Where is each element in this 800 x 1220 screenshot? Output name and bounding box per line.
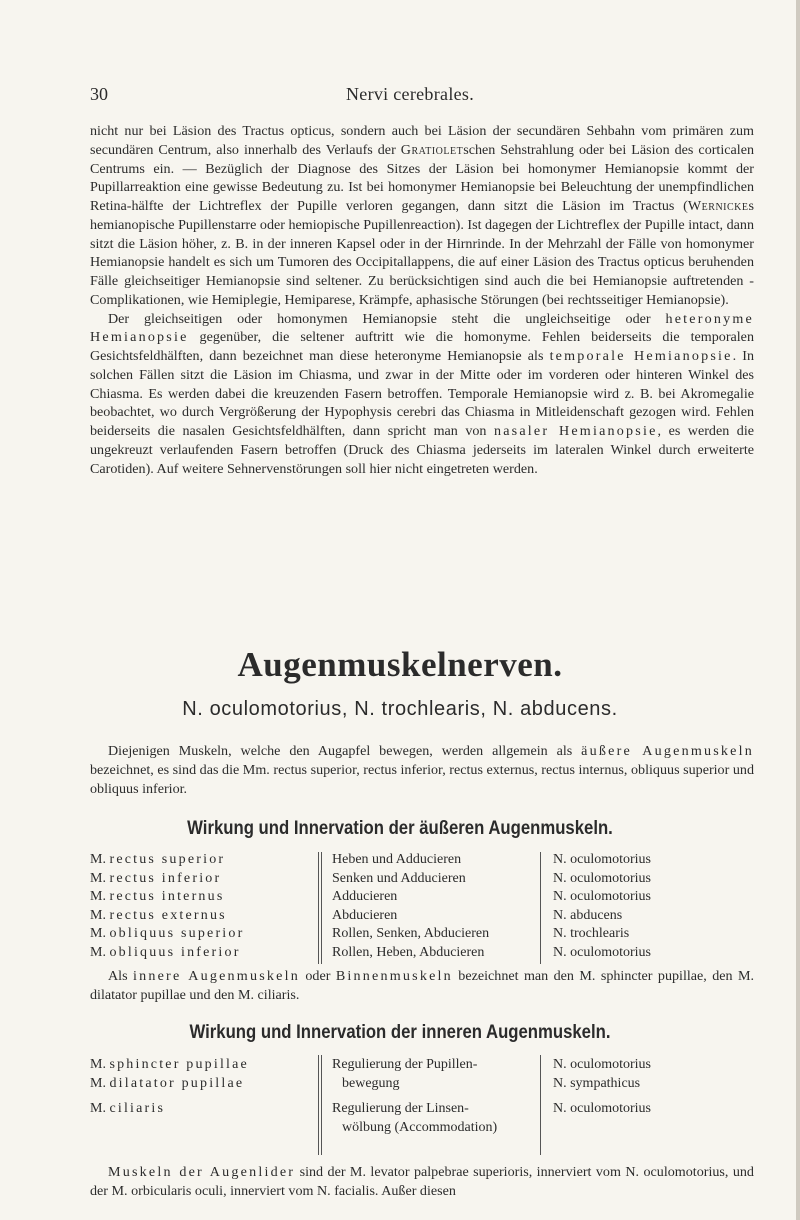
action-cell: bewegung	[342, 1076, 400, 1091]
spaced-term: äußere Augenmuskeln	[581, 743, 754, 759]
muscle-name: rectus externus	[109, 907, 227, 923]
action-cell: Heben und Adducieren	[332, 852, 462, 867]
table1-divider	[540, 852, 541, 964]
action-cell: Regulierung der Linsen-	[332, 1101, 469, 1116]
page-number: 30	[90, 84, 108, 104]
table1-nerves	[553, 851, 651, 963]
table1-title: Wirkung und Innervation der äußeren Augenmuskeln.	[187, 818, 613, 839]
paragraph-1	[90, 122, 754, 310]
table1-divider	[321, 852, 322, 964]
author-name: Wernicke	[687, 198, 749, 214]
table1-row: M. rectus superior	[90, 852, 226, 867]
action-cell: Senken und Adducieren	[332, 870, 466, 886]
nerve-cell: N. sympathicus	[553, 1076, 641, 1091]
table1-divider	[318, 852, 319, 964]
nerve-cell: N. oculomotorius	[553, 889, 651, 905]
table2-row: M. dilatator pupillae	[90, 1076, 245, 1091]
action-cell: Abducieren	[332, 907, 398, 923]
text-run: nicht nur bei Läsion des Tractus opticus, sondern auch bei Läsion der secundären Sehbahn vom primären zum secundären Centrum, also innerhalb des Verlaufs der	[90, 123, 754, 158]
intro-paragraph	[90, 742, 754, 798]
page-edge	[796, 0, 800, 1220]
table1-row: M. obliquus superior	[90, 926, 245, 942]
table1-row: M. obliquus inferior	[90, 944, 241, 960]
muscle-name: dilatator pupillae	[109, 1076, 245, 1091]
muscle-name: rectus internus	[109, 889, 225, 905]
muscle-name: sphincter pupillae	[109, 1057, 249, 1072]
table2-title: Wirkung und Innervation der inneren Augenmuskeln.	[189, 1022, 611, 1043]
action-cell: Rollen, Heben, Abducieren	[332, 944, 485, 960]
table2-divider	[321, 1055, 322, 1155]
table1-muscles	[90, 851, 244, 963]
page-header	[90, 84, 730, 110]
section-title: Augenmuskelnerven.	[237, 645, 563, 684]
table2-muscles	[90, 1055, 249, 1118]
spaced-term: nasaler Hemianopsie	[493, 423, 658, 439]
table1-actions	[332, 851, 489, 963]
nerve-cell: N. oculomotorius	[553, 1057, 651, 1072]
table2-actions	[332, 1055, 497, 1137]
spaced-term: heteronyme Hemianopsie	[90, 310, 754, 346]
text-run: sind der M. levator palpebrae superioris, innerviert vom N. oculomotorius, und der M. orbicularis oculi, innerviert vom N. facialis. Außer diesen	[90, 1164, 754, 1199]
muscle-name: rectus superior	[109, 852, 226, 867]
muscle-name: obliquus superior	[109, 926, 245, 942]
table2-row: M. ciliaris	[90, 1101, 166, 1116]
eyelid-muscles-paragraph	[90, 1163, 754, 1201]
table1-row: M. rectus internus	[90, 889, 225, 905]
text-run: bezeichnet, es sind das die Mm. rectus superior, rectus inferior, rectus externus, rectus internus, obliquus superior und obliquus inferior.	[90, 761, 754, 797]
inner-muscles-paragraph	[90, 967, 754, 1005]
nerve-cell: N. oculomotorius	[553, 944, 651, 960]
spaced-term: Muskeln der Augenlider	[108, 1164, 296, 1180]
action-cell: Rollen, Senken, Abducieren	[332, 926, 490, 942]
running-title: Nervi cerebrales.	[345, 84, 475, 104]
text-run: gegenüber, die seltener auftritt wie die homonyme. Fehlen beiderseits die temporalen Gesichtsfeldhälften, dann bezeichnet man diese heteronyme Hemianopsie als	[90, 329, 754, 364]
muscle-name: ciliaris	[109, 1101, 166, 1116]
muscle-name: obliquus inferior	[109, 944, 241, 960]
spaced-term: innere Augenmuskeln	[132, 968, 300, 984]
text-run: s hemianopische Pupillenstarre oder hemiopische Pupillenreaction). Ist dagegen der Lichtreflex der Pupille intact, dann sitzt die Läsion höher, z. B. in der inneren Kapsel oder in der Hirnrinde. In der Mehrzahl der Fälle von homonymer Hemianopsie handelt es sich um Tumoren des Occipitallappens, die auf einer Läsion des Tractus opticus beruhenden Fälle gleichseitiger Hemianopsie sind seltener. Zu berücksichtigen sind auch die bei Hemianopsie auftretenden -Complikationen, wie Hemiplegie, Hemiparese, Krämpfe, aphasische Störungen (bei rechtsseitiger Hemianopsie).	[90, 198, 754, 308]
nerve-cell: N. oculomotorius	[553, 1101, 651, 1116]
paragraph-2	[90, 310, 754, 479]
table1-row: M. rectus externus	[90, 907, 227, 923]
text-run: Diejenigen Muskeln, welche den Augapfel bewegen, werden allgemein als	[108, 743, 582, 759]
spaced-term: Binnenmuskeln	[335, 968, 453, 984]
nerve-cell: N. oculomotorius	[553, 870, 651, 886]
text-run: Als	[108, 968, 133, 984]
spaced-term: temporale Hemianopsie	[549, 348, 733, 364]
nerve-cell: N. trochlearis	[553, 926, 630, 942]
action-cell: wölbung (Accommodation)	[342, 1120, 498, 1135]
text-run: , es werden die ungekreuzt verlaufenden Fasern betroffen (Druck des Chiasma jederseits im lateralen Winkel durch erweiterte Carotiden). Auf weitere Sehnervenstörungen soll hier nicht eingetreten werden.	[90, 423, 754, 477]
action-cell: Regulierung der Pupillen-	[332, 1057, 478, 1072]
table2-row: M. sphincter pupillae	[90, 1057, 249, 1072]
nerve-cell: N. oculomotorius	[553, 852, 651, 867]
table2-divider	[318, 1055, 319, 1155]
body-text	[90, 122, 754, 478]
table2-nerves	[553, 1055, 651, 1118]
author-name: Gratiolet	[400, 141, 464, 158]
text-run: oder	[299, 968, 336, 984]
muscle-name: rectus inferior	[109, 870, 222, 886]
nerve-cell: N. abducens	[553, 907, 623, 923]
text-run: schen Sehstrahlung oder bei Läsion des corticalen Centrums ein. — Bezüglich der Diagnose des Sitzes der Läsion bei homonymer Hemianopsie kommt der Pupillarreaktion eine gewisse Bedeutung zu. Ist bei homonymer Hemianopsie bei Beleuchtung der unempfindlichen Retina-hälfte der Lichtreflex der Pupille verloren gegangen, dann sitzt die Läsion im Tractus (	[90, 141, 754, 214]
action-cell: Adducieren	[332, 889, 398, 905]
section-subtitle: N. oculomotorius, N. trochlearis, N. abducens.	[182, 698, 618, 720]
table2-divider	[540, 1055, 541, 1155]
text-run: . In solchen Fällen sitzt die Läsion im Chiasma, und zwar in der Mitte oder im vorderen oder hinteren Winkel des Chiasma. Es werden dabei die kreuzenden Fasern betroffen. Temporale Hemianopsie wird z. B. bei Akromegalie beobachtet, wo durch Vergrößerung der Hypophysis cerebri das Chiasma in Mitleidenschaft gezogen wird. Fehlen beiderseits die nasalen Gesichtsfeldhälften, dann spricht man von	[90, 348, 755, 439]
table1-row: M. rectus inferior	[90, 870, 222, 886]
text-run: bezeichnet man den M. sphincter pupillae, den M. dilatator pupillae und den M. ciliaris.	[90, 968, 755, 1003]
text-run: Der gleichseitigen oder homonymen Hemianopsie steht die ungleichseitige oder	[108, 310, 666, 327]
